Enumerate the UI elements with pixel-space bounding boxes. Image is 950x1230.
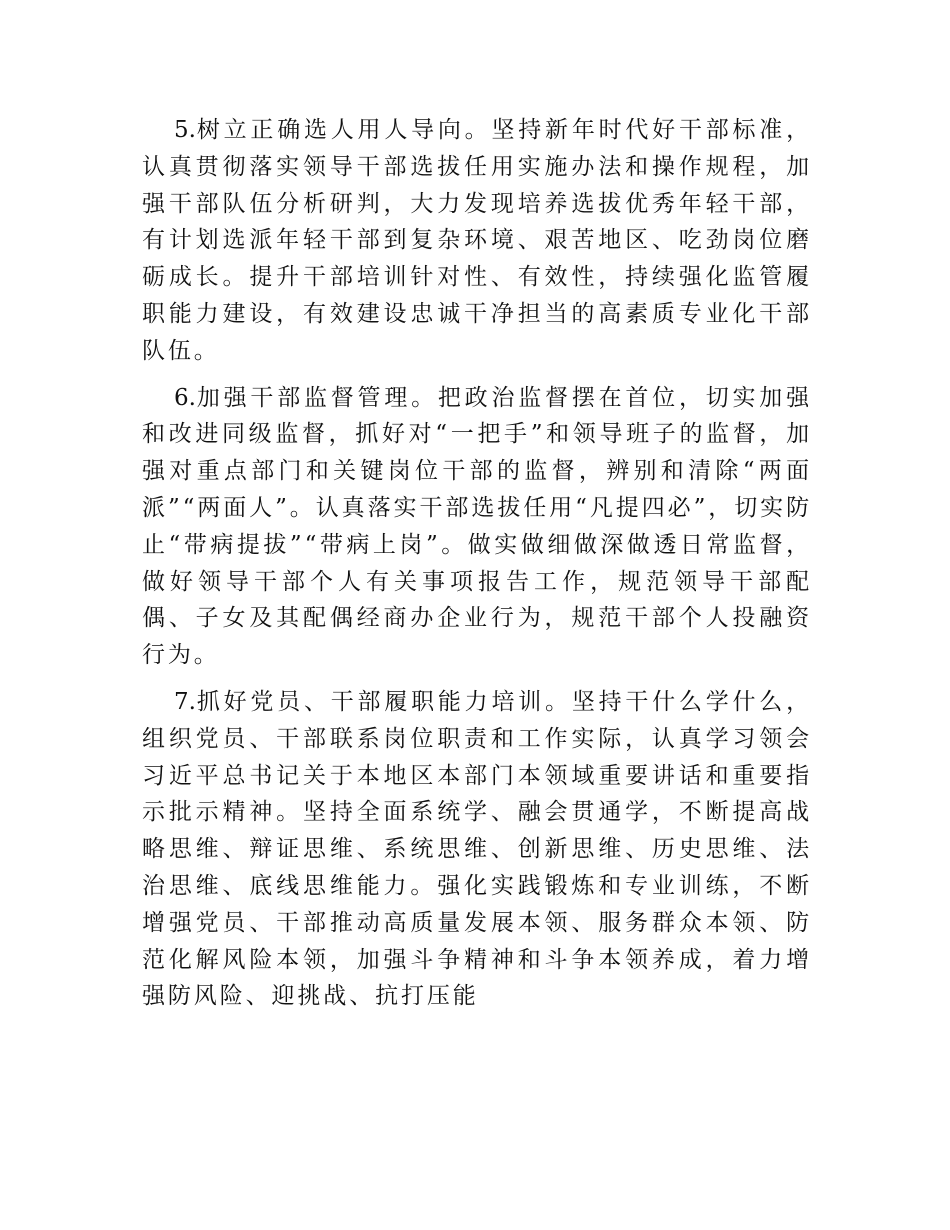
- paragraph-6-text: 加强干部监督管理。把政治监督摆在首位，切实加强和改进同级监督，抓好对“一把手”和领导班子的监督，加强对重点部门和关键岗位干部的监督，辨别和清除“两面派”“两面人”。认真落实干部选拔任用“凡提四必”，切实防止“带病提拔”“带病上岗”。做实做细做深做透日常监督，做好领导干部个人有关事项报告工作，规范领导干部配偶、子女及其配偶经商办企业行为，规范干部个人投融资行为。: [142, 384, 812, 669]
- paragraph-7: [142, 684, 812, 1015]
- paragraph-7-text: 抓好党员、干部履职能力培训。坚持干什么学什么，组织党员、干部联系岗位职责和工作实际，认真学习领会习近平总书记关于本地区本部门本领域重要讲话和重要指示批示精神。坚持全面系统学、融会贯通学，不断提高战略思维、辩证思维、系统思维、创新思维、历史思维、法治思维、底线思维能力。强化实践锻炼和专业训练，不断增强党员、干部推动高质量发展本领、服务群众本领、防范化解风险本领，加强斗争精神和斗争本领养成，着力增强防风险、迎挑战、抗打压能: [142, 688, 812, 1010]
- paragraph-6-number: 6.: [174, 384, 196, 411]
- paragraph-7-number: 7.: [174, 688, 196, 715]
- paragraph-6: [142, 380, 812, 674]
- paragraph-5-number: 5.: [174, 117, 196, 143]
- paragraph-5: [142, 112, 812, 370]
- paragraph-5-text: 树立正确选人用人导向。坚持新年时代好干部标准，认真贯彻落实领导干部选拔任用实施办法和操作规程，加强干部队伍分析研判，大力发现培养选拔优秀年轻干部，有计划选派年轻干部到复杂环境、艰苦地区、吃劲岗位磨砺成长。提升干部培训针对性、有效性，持续强化监管履职能力建设，有效建设忠诚干净担当的高素质专业化干部队伍。: [142, 117, 812, 364]
- document-body: [142, 112, 812, 1025]
